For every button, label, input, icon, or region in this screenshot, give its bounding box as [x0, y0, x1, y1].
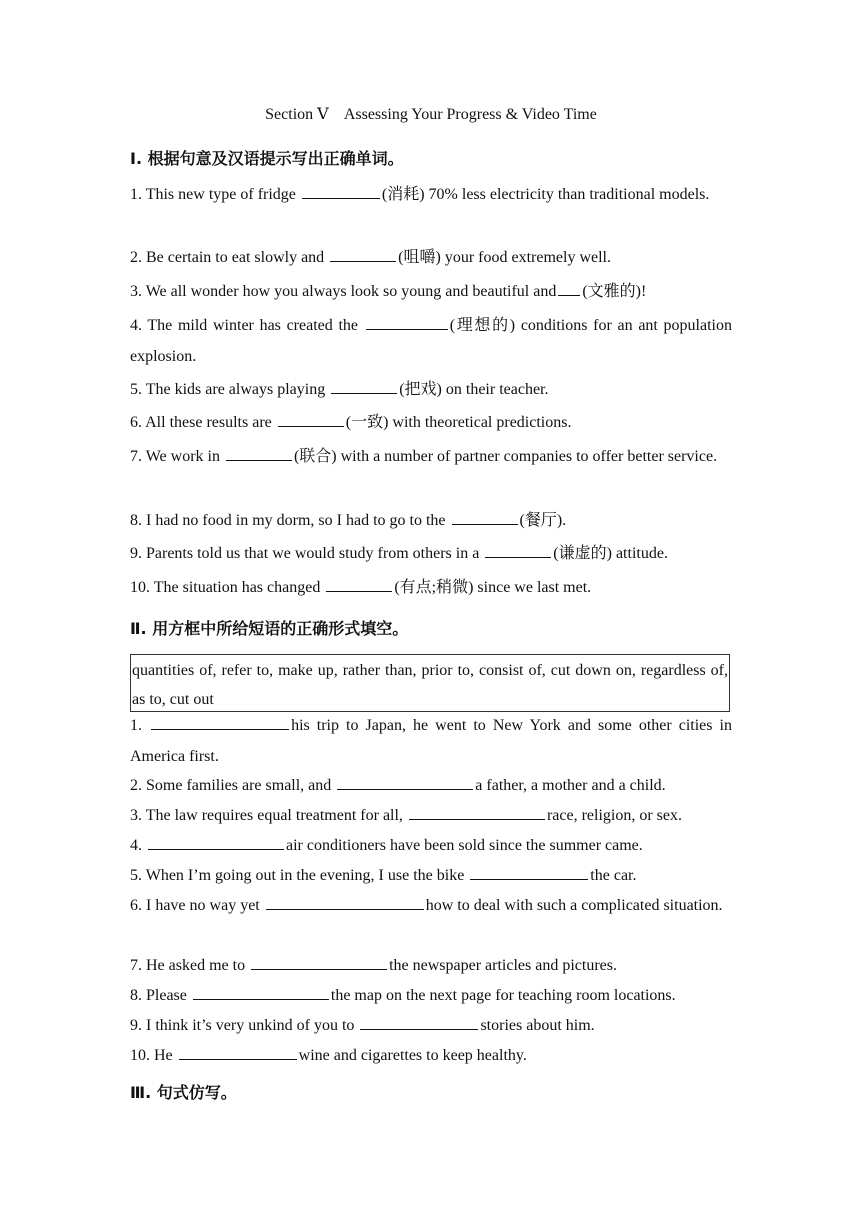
s1-question-1: 1. This new type of fridge (消耗) 70% less electricity than traditional models. — [130, 179, 732, 210]
answer-blank[interactable] — [226, 442, 292, 461]
answer-blank[interactable] — [179, 1041, 297, 1060]
answer-blank[interactable] — [330, 243, 396, 262]
s1-question-10: 10. The situation has changed (有点;稍微) since we last met. — [130, 572, 732, 603]
s2-question-3: 3. The law requires equal treatment for all, race, religion, or sex. — [130, 800, 732, 831]
s1-question-4: 4. The mild winter has created the (理想的) conditions for an ant population explosion. — [130, 310, 732, 372]
answer-blank[interactable] — [326, 573, 392, 592]
answer-blank[interactable] — [251, 951, 387, 970]
answer-blank[interactable] — [452, 506, 518, 525]
s1-question-5: 5. The kids are always playing (把戏) on their teacher. — [130, 374, 732, 405]
s2-question-7: 7. He asked me to the newspaper articles and pictures. — [130, 950, 732, 981]
s1-question-7: 7. We work in (联合) with a number of partner companies to offer better service. — [130, 441, 732, 472]
answer-blank[interactable] — [409, 801, 545, 820]
s1-question-9: 9. Parents told us that we would study from others in a (谦虚的) attitude. — [130, 538, 732, 569]
answer-blank[interactable] — [266, 891, 424, 910]
s1-question-6: 6. All these results are (一致) with theoretical predictions. — [130, 407, 732, 438]
section-1-heading: Ⅰ. 根据句意及汉语提示写出正确单词。 — [130, 149, 404, 168]
s2-question-4: 4. air conditioners have been sold since the summer came. — [130, 830, 732, 861]
answer-blank[interactable] — [558, 277, 580, 296]
s1-question-2: 2. Be certain to eat slowly and (咀嚼) your food extremely well. — [130, 242, 732, 273]
s2-question-1: 1. his trip to Japan, he went to New York and some other cities in America first. — [130, 710, 732, 772]
s2-question-6: 6. I have no way yet how to deal with such a complicated situation. — [130, 890, 732, 921]
s2-question-5: 5. When I’m going out in the evening, I use the bike the car. — [130, 860, 732, 891]
page-title: Section Ⅴ Assessing Your Progress & Video Time — [265, 106, 597, 123]
s1-question-3: 3. We all wonder how you always look so young and beautiful and (文雅的)! — [130, 276, 732, 307]
answer-blank[interactable] — [485, 539, 551, 558]
answer-blank[interactable] — [366, 311, 448, 330]
answer-blank[interactable] — [337, 771, 473, 790]
answer-blank[interactable] — [470, 861, 588, 880]
s2-question-8: 8. Please the map on the next page for teaching room locations. — [130, 980, 732, 1011]
answer-blank[interactable] — [331, 375, 397, 394]
phrase-box: quantities of, refer to, make up, rather than, prior to, consist of, cut down on, regardless of, as to, cut out — [130, 654, 730, 712]
answer-blank[interactable] — [302, 180, 380, 199]
section-2-heading: Ⅱ. 用方框中所给短语的正确形式填空。 — [130, 619, 409, 638]
answer-blank[interactable] — [193, 981, 329, 1000]
answer-blank[interactable] — [151, 711, 289, 730]
s1-question-8: 8. I had no food in my dorm, so I had to go to the (餐厅). — [130, 505, 732, 536]
s2-question-9: 9. I think it’s very unkind of you to stories about him. — [130, 1010, 732, 1041]
answer-blank[interactable] — [278, 408, 344, 427]
s2-question-2: 2. Some families are small, and a father, a mother and a child. — [130, 770, 732, 801]
section-3-heading: Ⅲ. 句式仿写。 — [130, 1083, 237, 1102]
answer-blank[interactable] — [148, 831, 284, 850]
s2-question-10: 10. He wine and cigarettes to keep healthy. — [130, 1040, 732, 1071]
answer-blank[interactable] — [360, 1011, 478, 1030]
